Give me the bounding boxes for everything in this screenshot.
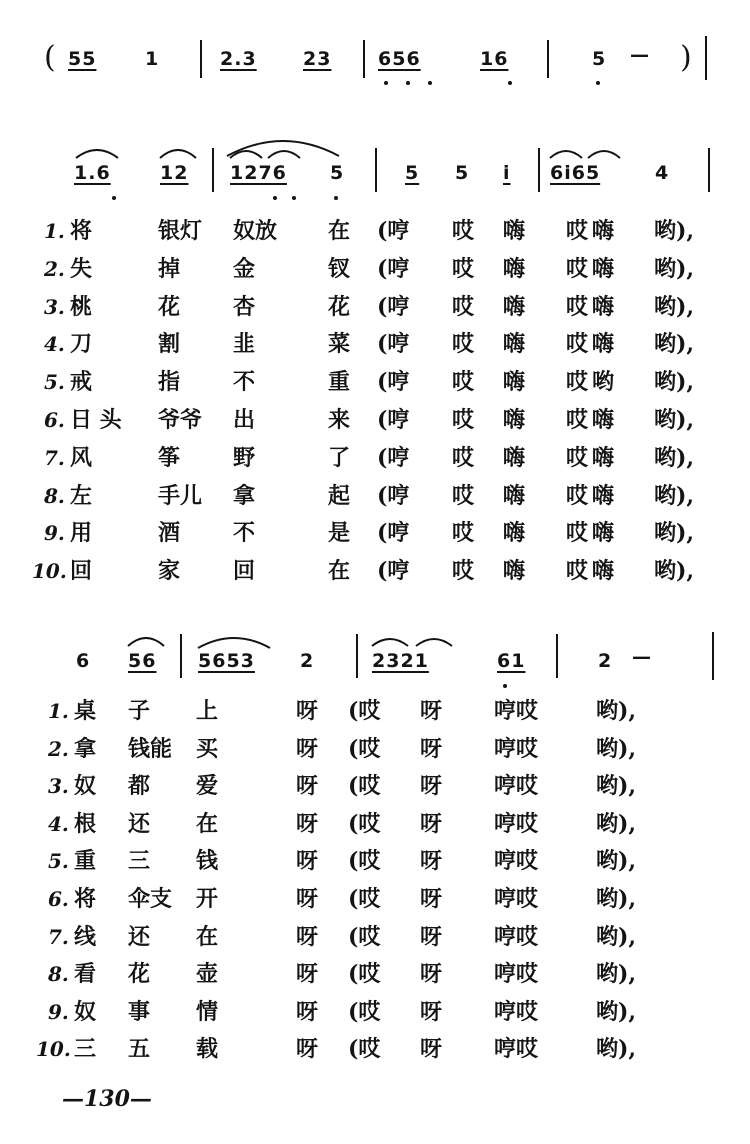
- lyric-word: 呀: [296, 810, 319, 837]
- verse-line: [0, 478, 750, 514]
- lyric-word: 呀: [296, 698, 319, 724]
- page-number: —130—: [62, 1086, 152, 1112]
- lyric-word: 拿: [74, 735, 97, 762]
- intro-note: 5: [592, 48, 607, 70]
- lyric-word: 来: [328, 407, 351, 433]
- lyric-word: 哎: [452, 331, 475, 358]
- verse-number: 4.: [44, 332, 65, 357]
- lyric-word: 哎: [566, 482, 589, 509]
- lyric-word: 呀: [420, 923, 443, 950]
- lyric-word: 三: [128, 848, 151, 875]
- lyric-word: 韭: [233, 331, 256, 358]
- lyric-word: 哟),: [654, 218, 695, 244]
- verse-line: [0, 731, 750, 767]
- lyric-word: 花: [328, 293, 351, 320]
- lyric-word: (哼: [377, 218, 410, 244]
- lyric-word: 在: [196, 923, 219, 950]
- lyric-word: 呀: [296, 998, 319, 1025]
- lyric-word: 日 头: [70, 407, 122, 433]
- notation-note: 5653: [198, 650, 255, 672]
- bar-line: [705, 36, 707, 80]
- lyric-word: 伞支: [128, 886, 173, 912]
- verse-number: 7.: [48, 924, 69, 949]
- intro-note: 23: [303, 48, 332, 70]
- lyric-word: 哟),: [654, 482, 695, 509]
- lyric-word: 哼哎: [494, 1036, 539, 1063]
- system1-notation-line: [0, 140, 750, 200]
- lyric-word: 掉: [158, 255, 181, 282]
- lyric-word: 钗: [328, 255, 351, 282]
- lyric-word: 钱: [196, 848, 219, 875]
- lyric-word: 嗨: [592, 558, 615, 585]
- verse-number: 7.: [44, 445, 65, 470]
- lyric-word: 还: [128, 923, 151, 950]
- lyric-word: 哎: [452, 444, 475, 471]
- lyric-word: 哟),: [596, 998, 637, 1025]
- lyric-word: 哎: [452, 482, 475, 509]
- lyric-word: 哼哎: [494, 773, 539, 800]
- lyric-word: 呀: [420, 886, 443, 912]
- lyric-word: 呀: [296, 1036, 319, 1063]
- lyric-word: 失: [70, 255, 93, 282]
- intro-open-paren: (: [44, 40, 56, 75]
- lyric-word: 花: [128, 961, 151, 988]
- lyric-word: 线: [74, 923, 97, 950]
- lyric-word: 银灯: [158, 218, 203, 244]
- slur: [548, 146, 584, 160]
- lyric-word: 嗨: [592, 407, 615, 433]
- lyric-word: 哎: [452, 369, 475, 396]
- lyric-word: 嗨: [503, 520, 526, 547]
- verse-line: [0, 919, 750, 955]
- notation-note: 2: [598, 650, 613, 672]
- lyric-word: 哎: [566, 444, 589, 471]
- notation-note: 5: [455, 162, 470, 184]
- notation-note: 6i65: [550, 162, 601, 184]
- lyric-word: 载: [196, 1036, 219, 1063]
- lyric-word: 起: [328, 482, 351, 509]
- slur: [74, 144, 120, 160]
- lyric-word: 哎: [452, 520, 475, 547]
- low-octave-dot: [112, 196, 116, 200]
- notation-note: 1276: [230, 162, 287, 184]
- lyric-word: 呀: [420, 810, 443, 837]
- slur: [586, 146, 622, 160]
- lyric-word: 哟),: [654, 331, 695, 358]
- lyric-word: 嗨: [503, 407, 526, 433]
- lyric-word: 哟),: [596, 735, 637, 762]
- notation-note: 61: [497, 650, 526, 672]
- verse-number: 5.: [48, 849, 69, 874]
- lyric-word: 哟),: [654, 407, 695, 433]
- lyric-word: (哼: [377, 558, 410, 585]
- lyric-word: 哼哎: [494, 735, 539, 762]
- verse-line: [0, 994, 750, 1030]
- verse-line: [0, 553, 750, 589]
- verse-number: 1.: [44, 219, 65, 243]
- verse-number: 10.: [36, 1037, 71, 1062]
- lyric-word: 酒: [158, 520, 181, 547]
- lyric-word: 哟),: [654, 520, 695, 547]
- verse-number: 9.: [44, 521, 65, 546]
- lyric-word: 呀: [296, 886, 319, 912]
- intro-note: 55: [68, 48, 97, 70]
- lyric-word: 嗨: [503, 255, 526, 282]
- lyric-word: 家: [158, 558, 181, 585]
- verse-number: 8.: [44, 483, 65, 508]
- lyric-word: 哎: [452, 218, 475, 244]
- lyric-word: 呀: [420, 698, 443, 724]
- lyric-word: 还: [128, 810, 151, 837]
- verse-line: [0, 251, 750, 287]
- verse-line: [0, 326, 750, 362]
- lyric-word: 哼哎: [494, 998, 539, 1025]
- lyric-word: 手儿: [158, 482, 203, 509]
- verse-line: [0, 515, 750, 551]
- bar-line: [708, 148, 710, 192]
- lyric-word: 用: [70, 520, 93, 547]
- lyric-word: 呀: [420, 1036, 443, 1063]
- lyric-word: 哟: [592, 369, 615, 396]
- lyric-word: 菜: [328, 331, 351, 358]
- lyric-word: 重: [74, 848, 97, 875]
- lyric-word: 筝: [158, 444, 181, 471]
- lyric-word: 嗨: [503, 331, 526, 358]
- verse-number: 10.: [32, 559, 67, 584]
- slur: [228, 146, 264, 160]
- verse-number: 2.: [48, 736, 69, 761]
- lyric-word: 钱能: [128, 735, 173, 762]
- lyric-word: 出: [233, 407, 256, 433]
- notation-note: 5: [330, 162, 345, 184]
- verse-line: [0, 440, 750, 476]
- intro-notation-line: [0, 30, 750, 90]
- slur: [196, 632, 272, 650]
- verse-line: [0, 881, 750, 917]
- lyric-word: 是: [328, 520, 351, 547]
- lyric-word: (哼: [377, 444, 410, 471]
- verse-line: [0, 213, 750, 249]
- lyric-word: (哼: [377, 407, 410, 433]
- lyric-word: 根: [74, 810, 97, 837]
- verse-line: [0, 956, 750, 992]
- lyric-word: 子: [128, 698, 151, 724]
- lyric-word: 哎: [566, 558, 589, 585]
- low-octave-dot: [334, 196, 338, 200]
- lyric-word: (哎: [348, 810, 381, 837]
- lyric-word: 哎: [566, 255, 589, 282]
- lyric-word: 看: [74, 961, 97, 988]
- lyric-word: 情: [196, 998, 219, 1025]
- lyric-word: (哼: [377, 369, 410, 396]
- verse-number: 3.: [48, 774, 69, 799]
- lyric-word: (哎: [348, 848, 381, 875]
- verse-number: 5.: [44, 370, 65, 395]
- verse-number: 3.: [44, 294, 65, 319]
- lyric-word: 买: [196, 735, 219, 762]
- notation-note: i: [503, 162, 511, 184]
- verse-line: [0, 289, 750, 325]
- lyric-word: (哼: [377, 520, 410, 547]
- lyric-word: 哎: [566, 520, 589, 547]
- lyric-word: 呀: [296, 773, 319, 800]
- verse-number: 6.: [48, 887, 69, 911]
- lyric-word: 嗨: [503, 369, 526, 396]
- lyric-word: 哟),: [654, 293, 695, 320]
- lyric-word: (哎: [348, 961, 381, 988]
- verse-number: 2.: [44, 256, 65, 281]
- lyric-word: 哼哎: [494, 698, 539, 724]
- lyric-word: 刀: [70, 331, 93, 358]
- low-octave-dot: [292, 196, 296, 200]
- notation-note: 2: [300, 650, 315, 672]
- lyric-word: 将: [74, 886, 97, 912]
- lyric-word: 指: [158, 369, 181, 396]
- verse-number: 8.: [48, 962, 69, 987]
- lyric-word: 哼哎: [494, 810, 539, 837]
- lyric-word: 嗨: [503, 482, 526, 509]
- lyric-word: 哟),: [596, 886, 637, 912]
- lyric-word: 奴: [74, 998, 97, 1025]
- lyric-word: 呀: [296, 848, 319, 875]
- lyric-word: 哎: [566, 369, 589, 396]
- verse-line: [0, 693, 750, 729]
- lyric-word: 风: [70, 444, 93, 471]
- lyric-word: 哟),: [596, 698, 637, 724]
- lyric-word: 在: [328, 558, 351, 585]
- lyric-word: 哟),: [654, 558, 695, 585]
- lyric-word: 桌: [74, 698, 97, 724]
- lyric-word: 哟),: [596, 773, 637, 800]
- intro-note: 2.3: [220, 48, 257, 70]
- lyric-word: (哎: [348, 698, 381, 724]
- system2-notation-line: [0, 628, 750, 688]
- slur: [414, 634, 454, 648]
- lyric-word: 哼哎: [494, 961, 539, 988]
- bar-line: [375, 148, 377, 192]
- lyric-word: 嗨: [592, 293, 615, 320]
- lyric-word: 嗨: [592, 444, 615, 471]
- lyric-word: 金: [233, 255, 256, 282]
- bar-line: [180, 634, 182, 678]
- slur: [266, 146, 302, 160]
- lyric-word: 不: [233, 520, 256, 547]
- intro-note: 16: [480, 48, 509, 70]
- lyric-word: 开: [196, 886, 219, 912]
- lyric-word: 割: [158, 331, 181, 358]
- lyric-word: 回: [70, 558, 93, 585]
- lyric-word: 都: [128, 773, 151, 800]
- lyric-word: 呀: [420, 998, 443, 1025]
- bar-line: [547, 40, 549, 78]
- lyric-word: 奴放: [233, 218, 278, 244]
- notation-note: —: [632, 646, 652, 668]
- verse-line: [0, 768, 750, 804]
- lyric-word: 五: [128, 1036, 151, 1063]
- low-octave-dot: [508, 81, 512, 85]
- lyric-word: 嗨: [592, 255, 615, 282]
- lyric-word: 哎: [566, 218, 589, 244]
- verse-line: [0, 806, 750, 842]
- lyric-word: (哎: [348, 735, 381, 762]
- lyric-word: 哼哎: [494, 848, 539, 875]
- lyric-word: 嗨: [503, 444, 526, 471]
- lyric-word: (哼: [377, 293, 410, 320]
- lyric-word: 哎: [452, 293, 475, 320]
- lyric-word: 嗨: [592, 482, 615, 509]
- lyric-word: 哟),: [596, 1036, 637, 1063]
- lyric-word: (哎: [348, 1036, 381, 1063]
- lyric-word: 爱: [196, 773, 219, 800]
- lyric-word: 哎: [566, 293, 589, 320]
- lyric-word: 了: [328, 444, 351, 471]
- notation-note: 4: [655, 162, 670, 184]
- lyric-word: 嗨: [592, 520, 615, 547]
- notation-note: 6: [76, 650, 91, 672]
- intro-close-paren: ): [680, 40, 692, 75]
- notation-note: 56: [128, 650, 157, 672]
- lyric-word: 哟),: [654, 255, 695, 282]
- lyric-word: 不: [233, 369, 256, 396]
- notation-note: 12: [160, 162, 189, 184]
- verse-number: 6.: [44, 408, 65, 432]
- slur: [126, 632, 166, 648]
- lyric-word: 哟),: [596, 810, 637, 837]
- lyric-word: 哎: [566, 407, 589, 433]
- bar-line: [538, 148, 540, 192]
- lyric-word: 嗨: [592, 218, 615, 244]
- lyric-word: 嗨: [503, 558, 526, 585]
- lyric-word: (哼: [377, 331, 410, 358]
- lyric-word: (哎: [348, 923, 381, 950]
- lyric-word: 杏: [233, 293, 256, 320]
- intro-note: 1: [145, 48, 160, 70]
- slur: [158, 144, 198, 160]
- lyric-word: 左: [70, 482, 93, 509]
- bar-line: [200, 40, 202, 78]
- lyric-word: 在: [196, 810, 219, 837]
- lyric-word: 呀: [420, 735, 443, 762]
- verse-line: [0, 364, 750, 400]
- low-octave-dot: [273, 196, 277, 200]
- lyric-word: (哼: [377, 482, 410, 509]
- verse-line: [0, 1031, 750, 1067]
- intro-note: 656: [378, 48, 421, 70]
- bar-line: [356, 634, 358, 678]
- lyric-word: 哼哎: [494, 886, 539, 912]
- lyric-word: 壶: [196, 961, 219, 988]
- low-octave-dot: [596, 81, 600, 85]
- verse-line: [0, 843, 750, 879]
- lyric-word: (哼: [377, 255, 410, 282]
- lyric-word: 事: [128, 998, 151, 1025]
- lyric-word: 哼哎: [494, 923, 539, 950]
- lyric-word: (哎: [348, 886, 381, 912]
- verse-number: 9.: [48, 999, 69, 1024]
- lyric-word: 在: [328, 218, 351, 244]
- lyric-word: 重: [328, 369, 351, 396]
- lyric-word: 花: [158, 293, 181, 320]
- bar-line: [556, 634, 558, 678]
- notation-note: 5: [405, 162, 420, 184]
- low-octave-dot: [428, 81, 432, 85]
- lyric-word: 哟),: [596, 923, 637, 950]
- lyric-word: 上: [196, 698, 219, 724]
- notation-note: 2321: [372, 650, 429, 672]
- lyric-word: 奴: [74, 773, 97, 800]
- verse-number: 1.: [48, 699, 69, 723]
- lyric-word: 呀: [420, 961, 443, 988]
- low-octave-dot: [406, 81, 410, 85]
- lyric-word: 哟),: [596, 961, 637, 988]
- lyric-word: 呀: [296, 961, 319, 988]
- lyric-word: 三: [74, 1036, 97, 1063]
- lyric-word: 哟),: [596, 848, 637, 875]
- lyric-word: 戒: [70, 369, 93, 396]
- lyric-word: (哎: [348, 998, 381, 1025]
- lyric-word: 桃: [70, 293, 93, 320]
- lyric-word: 嗨: [503, 293, 526, 320]
- lyric-word: 回: [233, 558, 256, 585]
- lyric-word: 呀: [296, 735, 319, 762]
- verse-line: [0, 402, 750, 438]
- bar-line: [712, 632, 714, 680]
- lyric-word: 呀: [420, 848, 443, 875]
- lyric-word: 哎: [452, 558, 475, 585]
- lyric-word: 拿: [233, 482, 256, 509]
- slur: [370, 634, 410, 648]
- lyric-word: 哟),: [654, 369, 695, 396]
- lyric-word: 哟),: [654, 444, 695, 471]
- lyric-word: 哎: [452, 407, 475, 433]
- lyric-word: 嗨: [592, 331, 615, 358]
- lyric-word: (哎: [348, 773, 381, 800]
- lyric-word: 呀: [296, 923, 319, 950]
- low-octave-dot: [503, 684, 507, 688]
- lyric-word: 哎: [566, 331, 589, 358]
- low-octave-dot: [384, 81, 388, 85]
- lyric-word: 野: [233, 444, 256, 471]
- intro-note: —: [630, 44, 650, 66]
- lyric-word: 嗨: [503, 218, 526, 244]
- bar-line: [363, 40, 365, 78]
- lyric-word: 呀: [420, 773, 443, 800]
- lyric-word: 爷爷: [158, 407, 203, 433]
- lyric-word: 哎: [452, 255, 475, 282]
- lyric-word: 将: [70, 218, 93, 244]
- verse-number: 4.: [48, 811, 69, 836]
- bar-line: [212, 148, 214, 192]
- notation-note: 1.6: [74, 162, 111, 184]
